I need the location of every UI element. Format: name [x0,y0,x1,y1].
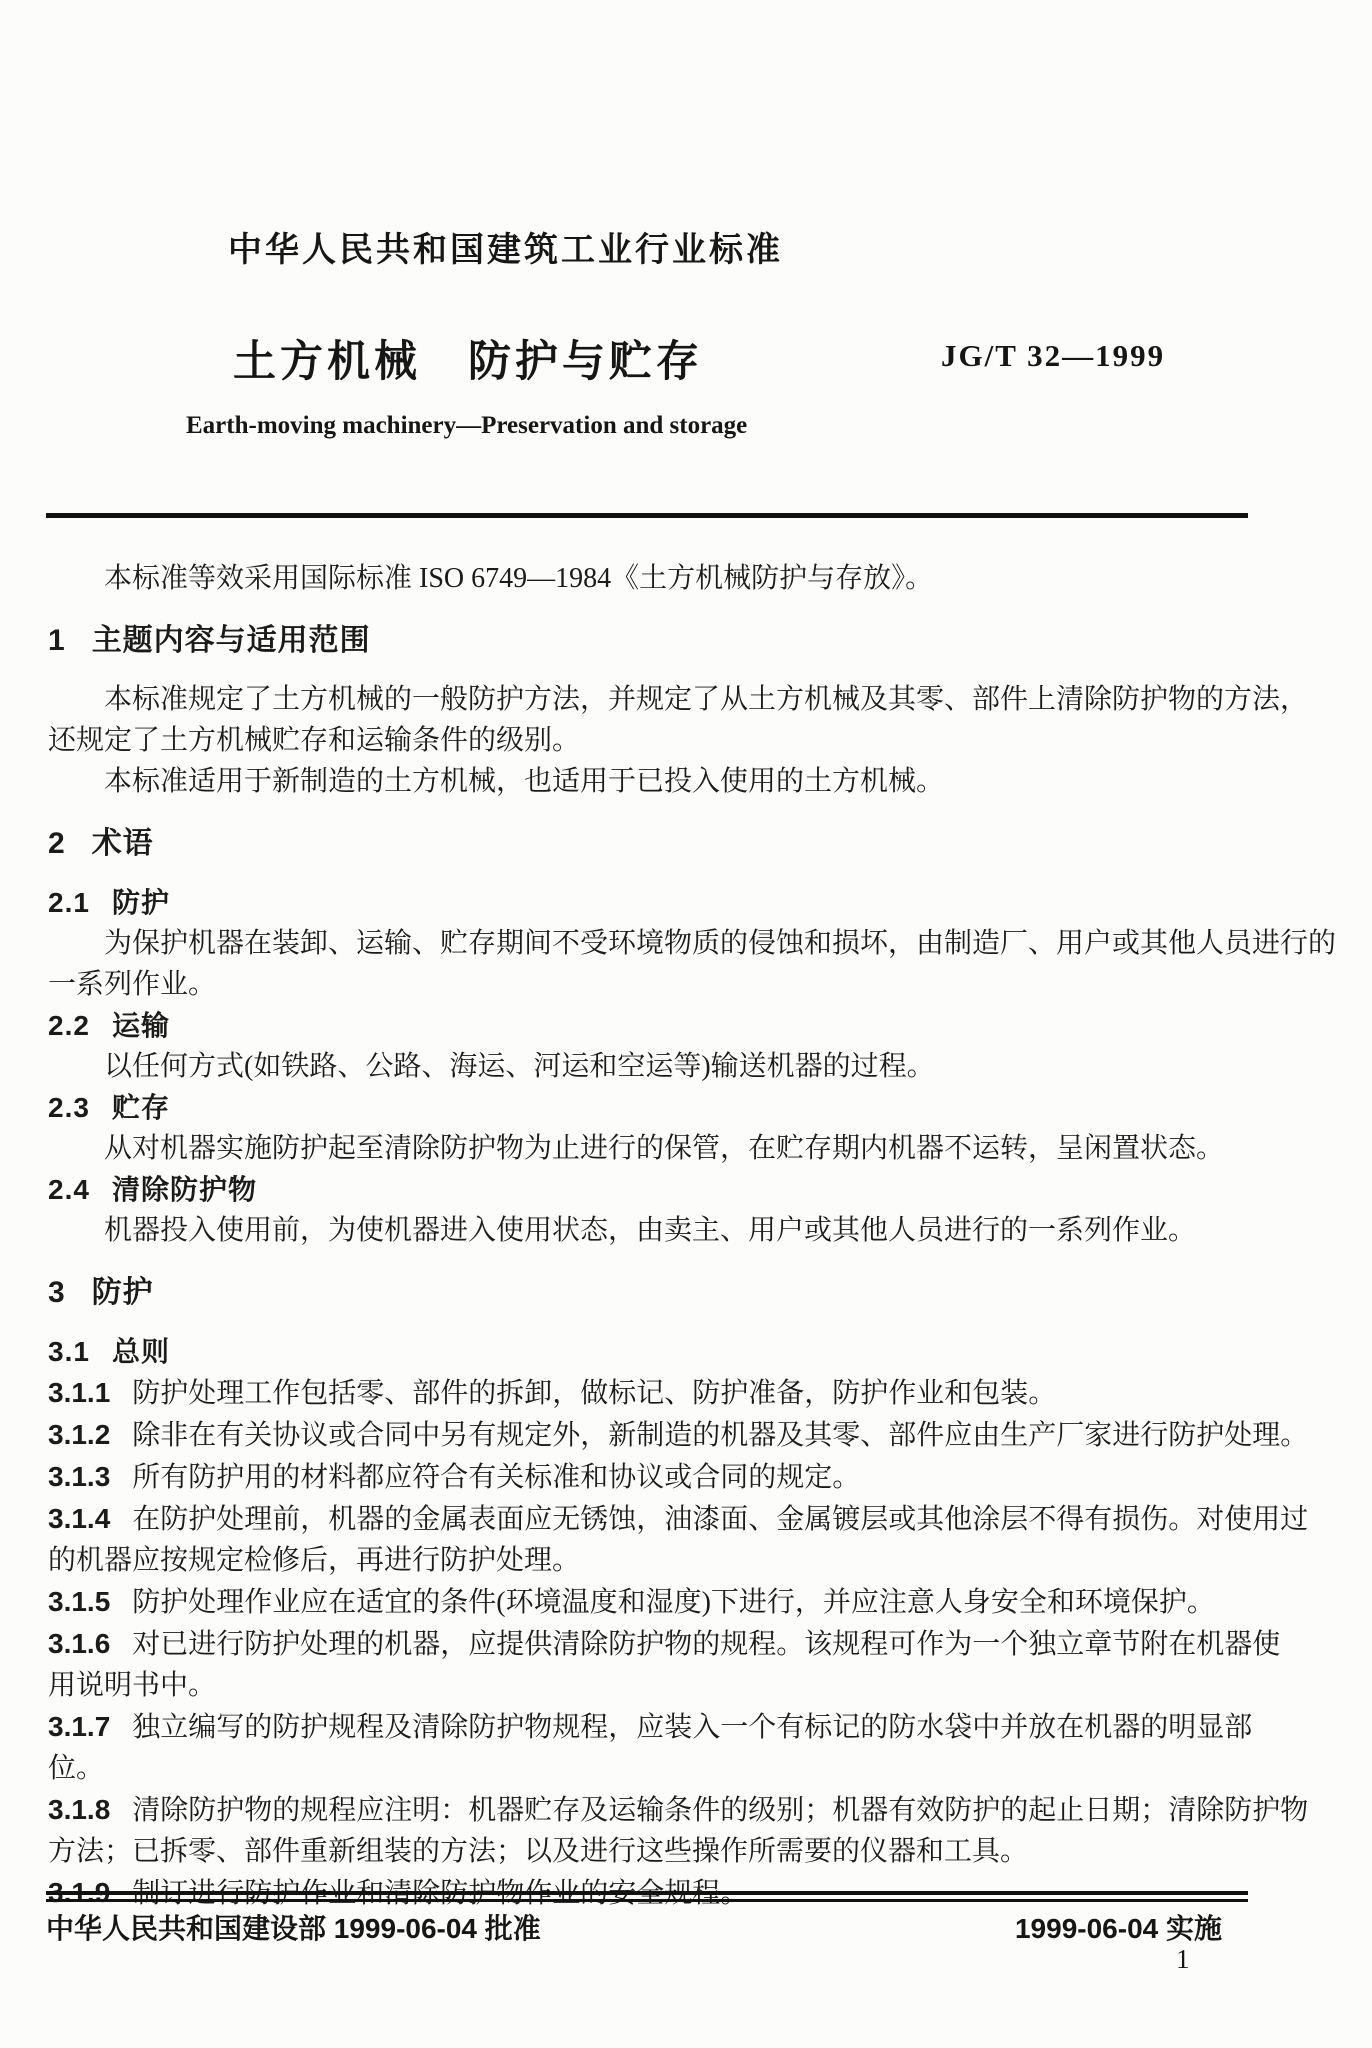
line-text: 运输 [111,1010,170,1041]
body-line [48,679,1308,720]
line-text: 对已进行防护处理的机器，应提供清除防护物的规程。该规程可作为一个独立章节附在机器使 [132,1629,1281,1660]
heading-line [48,1005,1308,1046]
clause-line [48,1498,1308,1540]
body-line [48,923,1337,964]
standard-category-header: 中华人民共和国建筑工业行业标准 [228,231,783,269]
clause-number: 3.1.2 [48,1419,111,1450]
clause-number: 3 [48,1276,66,1309]
line-text: 本标准规定了土方机械的一般防护方法，并规定了从土方机械及其零、部件上清除防护物的方法， [104,684,1309,715]
line-text: 贮存 [111,1092,170,1123]
line-text: 本标准等效采用国际标准 ISO 6749—1984《土方机械防护与存放》。 [104,563,934,594]
heading-line [48,822,1308,866]
heading-line [48,1169,1308,1210]
clause-number: 2.1 [48,887,90,918]
body-line [48,1831,1308,1872]
document-title-chinese: 土方机械 防护与贮存 [233,338,703,386]
body-line [48,1540,1308,1581]
clause-number: 3.1.3 [48,1461,111,1492]
standard-number: JG/T 32—1999 [941,338,1166,373]
clause-line [48,1789,1308,1831]
line-text: 独立编写的防护规程及清除防护物规程，应装入一个有标记的防水袋中并放在机器的明显部 [132,1712,1253,1743]
line-text: 位。 [48,1753,105,1784]
clause-number: 3.1.9 [48,1877,111,1908]
heading-line [48,882,1308,923]
line-text: 为保护机器在装卸、运输、贮存期间不受环境物质的侵蚀和损坏，由制造厂、用户或其他人员进行的 [104,928,1337,959]
heading-line [48,619,1308,663]
line-text: 在防护处理前，机器的金属表面应无锈蚀，油漆面、金属镀层或其他涂层不得有损伤。对使用过 [132,1504,1309,1535]
clause-line [48,1623,1308,1665]
clause-number: 3.1.4 [48,1503,111,1534]
body-line [48,720,1308,761]
line-text: 还规定了土方机械贮存和运输条件的级别。 [48,725,581,756]
line-text: 用说明书中。 [48,1670,217,1701]
page-number: 1 [1176,1944,1190,1974]
clause-number: 2.2 [48,1010,90,1041]
clause-number: 2.3 [48,1092,90,1123]
line-text: 总则 [111,1336,170,1367]
body-line [48,1128,1308,1169]
clause-line [48,1456,1308,1498]
clause-number: 3.1 [48,1336,90,1367]
heading-line [48,1087,1308,1128]
body-line [48,558,1308,599]
line-text: 的机器应按规定检修后，再进行防护处理。 [48,1545,581,1576]
document-body [48,558,1337,1914]
line-text: 一系列作业。 [48,969,217,1000]
line-text: 除非在有关协议或合同中另有规定外，新制造的机器及其零、部件应由生产厂家进行防护处理。 [132,1420,1309,1451]
clause-number: 3.1.6 [48,1628,111,1659]
line-text: 方法；已拆零、部件重新组装的方法；以及进行这些操作所需要的仪器和工具。 [48,1836,1029,1867]
footer [46,1907,1222,1947]
line-text: 机器投入使用前，为使机器进入使用状态，由卖主、用户或其他人员进行的一系列作业。 [104,1215,1197,1246]
clause-line [48,1414,1308,1456]
line-text: 防护 [91,1276,154,1309]
clause-number: 1 [48,624,66,657]
line-text: 本标准适用于新制造的土方机械，也适用于已投入使用的土方机械。 [104,766,945,797]
line-text: 清除防护物 [111,1174,257,1205]
document-title-english: Earth-moving machinery—Preservation and storage [186,412,748,439]
heading-line [48,1331,1308,1372]
clause-line [48,1581,1308,1623]
line-text: 所有防护用的材料都应符合有关标准和协议或合同的规定。 [132,1462,861,1493]
line-text: 主题内容与适用范围 [91,624,371,657]
line-text: 以任何方式(如铁路、公路、海运、河运和空运等)输送机器的过程。 [104,1051,935,1082]
header-divider-rule [46,513,1248,518]
line-text: 防护 [111,887,170,918]
body-line [48,1665,1308,1706]
body-line [48,761,1308,802]
clause-number: 3.1.5 [48,1586,111,1617]
clause-number: 3.1.1 [48,1377,111,1408]
heading-line [48,1271,1308,1315]
clause-line [48,1706,1308,1748]
body-line [48,964,1308,1005]
line-text: 防护处理工作包括零、部件的拆卸，做标记、防护准备，防护作业和包装。 [132,1378,1057,1409]
footer-approval: 中华人民共和国建设部 1999-06-04 批准 [46,1913,541,1944]
body-line [48,1210,1308,1251]
line-text: 从对机器实施防护起至清除防护物为止进行的保管，在贮存期内机器不运转，呈闲置状态。 [104,1133,1225,1164]
clause-number: 2.4 [48,1174,90,1205]
clause-number: 3.1.8 [48,1794,111,1825]
clause-number: 3.1.7 [48,1711,111,1742]
line-text: 防护处理作业应在适宜的条件(环境温度和湿度)下进行，并应注意人身安全和环境保护。 [132,1587,1215,1618]
body-line [48,1748,1308,1789]
line-text: 制订进行防护作业和清除防护物作业的安全规程。 [132,1878,749,1909]
clause-number: 2 [48,827,66,860]
footer-double-rule [46,1891,1248,1902]
body-line [48,1046,1308,1087]
footer-implementation: 1999-06-04 实施 [1014,1913,1222,1944]
clause-line [48,1372,1308,1414]
line-text: 术语 [91,827,154,860]
line-text: 清除防护物的规程应注明：机器贮存及运输条件的级别；机器有效防护的起止日期；清除防护物 [132,1795,1309,1826]
